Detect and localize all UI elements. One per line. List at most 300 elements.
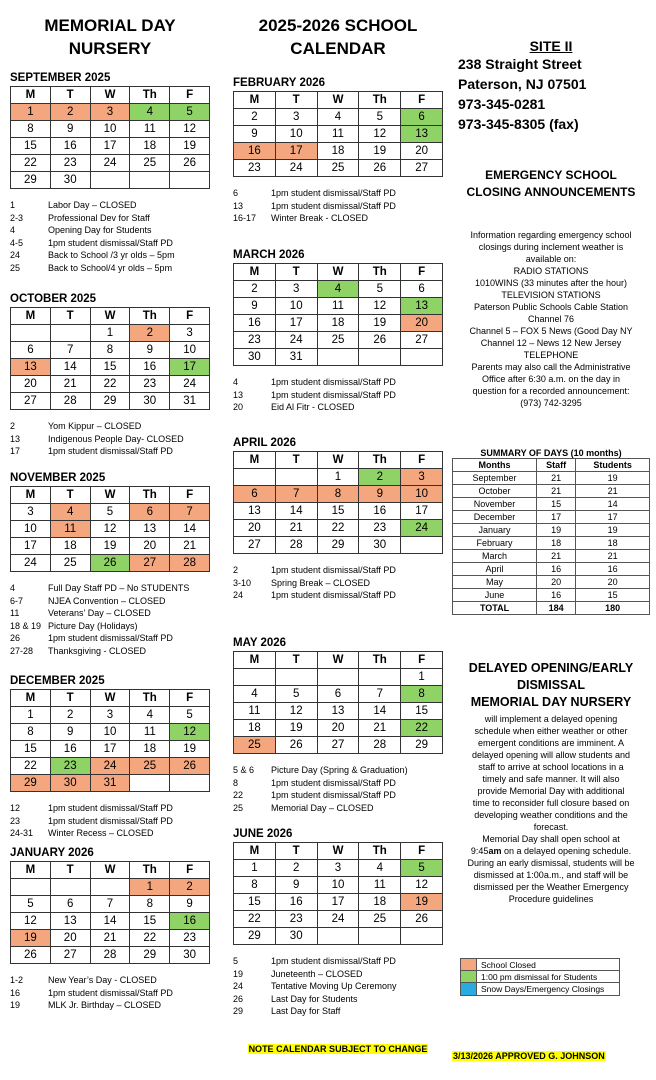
note-text: NOTE CALENDAR SUBJECT TO CHANGE [248, 1044, 428, 1054]
event-item [10, 445, 210, 458]
day-cell [234, 469, 276, 486]
delayed-line: forecast. [533, 822, 569, 832]
day-cell [90, 879, 130, 896]
month-grid [233, 451, 443, 554]
day-cell: 9 [234, 298, 276, 315]
summary-cell: May [453, 576, 537, 589]
summary-cell: 21 [537, 485, 576, 498]
summary-header-row [453, 459, 650, 472]
weekday-header-row [11, 308, 210, 325]
weekday-label: Th [359, 452, 401, 469]
day-cell: 22 [11, 758, 51, 775]
weekday-label: M [11, 862, 51, 879]
day-cell: 8 [90, 342, 130, 359]
day-cell [359, 928, 401, 945]
week-row [11, 758, 210, 775]
day-cell: 18 [234, 720, 276, 737]
day-cell: 13 [50, 913, 90, 930]
day-cell: 3 [275, 281, 317, 298]
weekday-label: M [234, 452, 276, 469]
delayed-line: 9:45am on a delayed opening schedule. [470, 846, 632, 856]
emergency-line: Parents may also call the Administrative [471, 362, 631, 372]
day-cell: 13 [317, 703, 359, 720]
day-cell: 31 [90, 775, 130, 792]
event-text: 1pm student dismissal/Staff PD [271, 188, 396, 198]
event-date: 24 [10, 250, 21, 260]
event-date: 16-17 [233, 213, 257, 223]
day-cell [359, 349, 401, 366]
month-name: JUNE 2026 [233, 828, 293, 840]
legend-swatch [461, 983, 477, 995]
day-cell: 22 [90, 376, 130, 393]
month-grid [10, 86, 210, 189]
event-date: 25 [10, 262, 21, 273]
day-cell: 23 [50, 758, 90, 775]
emergency-line: Channel 76 [527, 314, 575, 324]
summary-cell: November [453, 498, 537, 511]
weekday-label: W [90, 87, 130, 104]
event-text: Winter Recess – CLOSED [48, 828, 154, 838]
summary-of-days [452, 448, 650, 615]
summary-cell: 19 [576, 524, 650, 537]
delayed-text [452, 713, 650, 905]
week-row [11, 172, 210, 189]
event-item [10, 212, 210, 225]
summary-row [453, 537, 650, 550]
delayed-line: schedule when either weather or other [474, 726, 628, 736]
event-item [10, 974, 210, 987]
event-date: 1-2 [10, 975, 24, 985]
day-cell [170, 775, 210, 792]
weekday-header-row [234, 652, 443, 669]
day-cell [317, 669, 359, 686]
weekday-label: F [401, 264, 443, 281]
event-item [233, 200, 443, 213]
day-cell: 13 [401, 126, 443, 143]
event-text: Last Day for Staff [271, 1006, 341, 1016]
weekday-label: W [317, 652, 359, 669]
summary-header: Months [453, 459, 537, 472]
day-cell: 14 [275, 503, 317, 520]
month-feb [233, 77, 443, 225]
day-cell: 8 [317, 486, 359, 503]
day-cell: 24 [170, 376, 210, 393]
delayed-line: Procedure guidelines [508, 894, 594, 904]
day-cell: 10 [90, 724, 130, 741]
emergency-line: Information regarding emergency school [470, 230, 632, 240]
summary-row [453, 550, 650, 563]
delayed-line: provide Memorial Day with additional [477, 786, 625, 796]
day-cell: 21 [170, 538, 210, 555]
month-name: FEBRUARY 2026 [233, 77, 326, 89]
summary-cell: March [453, 550, 537, 563]
day-cell [50, 879, 90, 896]
event-item [233, 968, 443, 981]
summary-total-row [453, 602, 650, 615]
day-cell: 1 [11, 104, 51, 121]
weekday-label: T [275, 843, 317, 860]
month-name: JANUARY 2026 [10, 847, 94, 859]
day-cell: 18 [130, 741, 170, 758]
weekday-header-row [11, 487, 210, 504]
day-cell: 23 [130, 376, 170, 393]
day-cell: 21 [50, 376, 90, 393]
event-item [233, 376, 443, 389]
event-date: 4-5 [10, 237, 24, 248]
event-date: 2 [10, 421, 16, 431]
day-cell: 7 [50, 342, 90, 359]
day-cell: 18 [317, 143, 359, 160]
week-row [11, 359, 210, 376]
day-cell: 15 [11, 741, 51, 758]
events-list [233, 955, 443, 1018]
day-cell: 3 [317, 860, 359, 877]
day-cell: 2 [359, 469, 401, 486]
day-cell: 19 [170, 741, 210, 758]
day-cell: 15 [90, 359, 130, 376]
summary-cell: December [453, 511, 537, 524]
day-cell: 1 [234, 860, 276, 877]
week-row [234, 911, 443, 928]
week-row [11, 521, 210, 538]
day-cell: 18 [317, 315, 359, 332]
site-address [452, 54, 650, 134]
week-row [11, 775, 210, 792]
summary-cell: 18 [537, 537, 576, 550]
day-cell: 9 [130, 342, 170, 359]
event-text: Thanksgiving - CLOSED [48, 645, 147, 656]
day-cell: 27 [130, 555, 170, 572]
day-cell: 29 [11, 172, 51, 189]
weekday-header-row [234, 92, 443, 109]
events-list [233, 764, 443, 814]
day-cell: 14 [50, 359, 90, 376]
site-info [452, 38, 650, 134]
event-text: Labor Day – CLOSED [48, 200, 137, 210]
day-cell: 2 [170, 879, 210, 896]
day-cell: 20 [317, 720, 359, 737]
day-cell: 4 [359, 860, 401, 877]
month-name: MARCH 2026 [233, 249, 305, 261]
event-item [10, 999, 210, 1012]
summary-cell: 20 [537, 576, 576, 589]
week-row [234, 143, 443, 160]
event-date: 26 [10, 633, 21, 643]
legend-row [461, 959, 619, 971]
day-cell: 11 [359, 877, 401, 894]
delayed-line: During an early dismissal, students will be [467, 858, 635, 868]
weekday-label: T [275, 652, 317, 669]
weekday-label: W [90, 862, 130, 879]
day-cell: 17 [11, 538, 51, 555]
day-cell: 28 [50, 393, 90, 410]
weekday-label: Th [130, 487, 170, 504]
footer-note [233, 1039, 443, 1057]
summary-row [453, 524, 650, 537]
week-row [11, 741, 210, 758]
event-date: 22 [233, 790, 244, 800]
week-row [234, 520, 443, 537]
emergency-line: available on: [525, 254, 577, 264]
day-cell: 29 [401, 737, 443, 754]
event-text: Veterans’ Day – CLOSED [48, 608, 151, 618]
weekday-label: Th [359, 264, 401, 281]
day-cell [401, 537, 443, 554]
event-date: 17 [10, 446, 21, 456]
day-cell: 17 [275, 143, 317, 160]
event-text: 1pm student dismissal/Staff PD [271, 790, 396, 800]
weekday-label: M [11, 487, 51, 504]
day-cell: 5 [11, 896, 51, 913]
event-item [233, 955, 443, 968]
day-cell: 16 [234, 315, 276, 332]
event-date: 13 [10, 433, 21, 444]
day-cell: 24 [11, 555, 51, 572]
emergency-line: Channel 5 – FOX 5 News (Good Day NY [469, 326, 633, 336]
site-line: 973-345-8305 (fax) [458, 116, 579, 132]
month-name: SEPTEMBER 2025 [10, 72, 111, 84]
day-cell: 5 [359, 109, 401, 126]
event-text: Picture Day (Spring & Graduation) [271, 765, 408, 775]
event-item [10, 632, 210, 645]
summary-row [453, 589, 650, 602]
day-cell: 12 [359, 126, 401, 143]
day-cell [11, 325, 51, 342]
day-cell: 10 [170, 342, 210, 359]
day-cell: 3 [170, 325, 210, 342]
week-row [11, 538, 210, 555]
summary-cell: 16 [537, 563, 576, 576]
week-row [234, 703, 443, 720]
event-date: 2 [233, 565, 239, 575]
day-cell: 24 [90, 758, 130, 775]
week-row [11, 896, 210, 913]
delayed-line: timely and safe manner. It will also [482, 774, 620, 784]
summary-total-cell: 180 [576, 602, 650, 615]
summary-row [453, 498, 650, 511]
event-item [10, 827, 210, 840]
events-list [10, 974, 210, 1012]
week-row [234, 349, 443, 366]
summary-cell: 15 [576, 589, 650, 602]
delayed-line: staff to arrive at school locations in a [478, 762, 624, 772]
day-cell: 28 [359, 737, 401, 754]
day-cell: 20 [50, 930, 90, 947]
event-text: 1pm student dismissal/Staff PD [271, 565, 396, 575]
summary-total-cell: 184 [537, 602, 576, 615]
week-row [11, 104, 210, 121]
event-item [10, 645, 210, 658]
day-cell: 21 [275, 520, 317, 537]
month-grid [233, 263, 443, 366]
day-cell: 3 [401, 469, 443, 486]
delayed-title: DELAYED OPENING/EARLY DISMISSAL MEMORIAL DAY NURSERY [468, 661, 634, 709]
summary-row [453, 576, 650, 589]
event-date: 13 [233, 200, 244, 211]
day-cell: 28 [275, 537, 317, 554]
event-item [233, 789, 443, 802]
day-cell: 3 [90, 104, 130, 121]
day-cell: 12 [359, 298, 401, 315]
summary-cell: October [453, 485, 537, 498]
day-cell: 27 [317, 737, 359, 754]
weekday-label: M [11, 690, 51, 707]
week-row [234, 109, 443, 126]
event-text: Spring Break – CLOSED [271, 577, 371, 588]
day-cell: 1 [401, 669, 443, 686]
day-cell: 29 [234, 928, 276, 945]
day-cell: 17 [317, 894, 359, 911]
day-cell: 30 [130, 393, 170, 410]
event-item [10, 595, 210, 608]
event-item [10, 249, 210, 262]
summary-table [452, 458, 650, 615]
day-cell [234, 669, 276, 686]
event-item [10, 815, 210, 828]
day-cell: 18 [50, 538, 90, 555]
day-cell: 30 [234, 349, 276, 366]
day-cell: 1 [11, 707, 51, 724]
event-date: 19 [10, 1000, 21, 1010]
weekday-label: W [317, 452, 359, 469]
event-text: Eid Al Fitr - CLOSED [271, 402, 355, 412]
day-cell: 25 [359, 911, 401, 928]
events-list [10, 802, 210, 840]
day-cell: 22 [11, 155, 51, 172]
day-cell: 16 [275, 894, 317, 911]
delayed-line: emergent conditions are imminent. A [477, 738, 625, 748]
event-text: 1pm student dismissal/Staff PD [48, 815, 173, 826]
events-list [10, 199, 210, 274]
day-cell: 3 [11, 504, 51, 521]
day-cell: 28 [90, 947, 130, 964]
week-row [234, 737, 443, 754]
week-row [11, 724, 210, 741]
emergency-line: closings during inclement weather is [478, 242, 624, 252]
day-cell: 30 [50, 775, 90, 792]
event-date: 6 [233, 188, 239, 198]
day-cell: 22 [130, 930, 170, 947]
week-row [11, 121, 210, 138]
event-item [10, 620, 210, 633]
events-list [233, 187, 443, 225]
day-cell: 23 [234, 160, 276, 177]
day-cell [401, 349, 443, 366]
site-line: 238 Straight Street [458, 56, 582, 72]
weekday-label: W [90, 690, 130, 707]
month-grid [10, 689, 210, 792]
day-cell: 4 [317, 281, 359, 298]
summary-cell: 21 [537, 550, 576, 563]
summary-total-cell: TOTAL [453, 602, 537, 615]
summary-cell: 16 [537, 589, 576, 602]
weekday-label: T [50, 487, 90, 504]
weekday-header-row [11, 690, 210, 707]
summary-header: Staff [537, 459, 576, 472]
day-cell: 5 [359, 281, 401, 298]
day-cell: 25 [317, 332, 359, 349]
summary-cell: 18 [576, 537, 650, 550]
events-list [233, 564, 443, 602]
summary-title: SUMMARY OF DAYS (10 months) [480, 448, 622, 458]
event-text: Picture Day (Holidays) [48, 620, 138, 631]
day-cell: 5 [90, 504, 130, 521]
weekday-header-row [234, 452, 443, 469]
legend-row [461, 983, 619, 995]
event-date: 4 [233, 377, 239, 387]
weekday-label: Th [359, 92, 401, 109]
day-cell: 24 [401, 520, 443, 537]
day-cell: 5 [401, 860, 443, 877]
event-item [233, 980, 443, 993]
day-cell: 4 [50, 504, 90, 521]
day-cell: 23 [275, 911, 317, 928]
day-cell: 11 [50, 521, 90, 538]
day-cell: 11 [130, 121, 170, 138]
event-item [233, 389, 443, 402]
day-cell: 1 [90, 325, 130, 342]
week-row [234, 669, 443, 686]
day-cell: 13 [11, 359, 51, 376]
day-cell: 27 [50, 947, 90, 964]
calendar-title: 2025-2026 SCHOOL CALENDAR [258, 16, 418, 58]
day-cell: 7 [359, 686, 401, 703]
month-may [233, 637, 443, 814]
site-line: 973-345-0281 [458, 96, 546, 112]
day-cell: 5 [170, 104, 210, 121]
week-row [234, 332, 443, 349]
week-row [234, 281, 443, 298]
weekday-label: T [50, 87, 90, 104]
delayed-line: dismissed per the Weather Emergency [473, 882, 629, 892]
day-cell: 21 [90, 930, 130, 947]
day-cell: 19 [359, 143, 401, 160]
weekday-label: Th [130, 87, 170, 104]
day-cell: 12 [11, 913, 51, 930]
month-grid [10, 486, 210, 572]
day-cell: 26 [359, 160, 401, 177]
day-cell: 23 [50, 155, 90, 172]
summary-cell: 20 [576, 576, 650, 589]
event-date: 13 [233, 389, 244, 400]
day-cell: 13 [234, 503, 276, 520]
weekday-label: T [50, 690, 90, 707]
day-cell: 9 [275, 877, 317, 894]
event-item [233, 993, 443, 1006]
day-cell: 16 [130, 359, 170, 376]
day-cell: 9 [359, 486, 401, 503]
weekday-label: F [170, 308, 210, 325]
event-date: 23 [10, 815, 21, 826]
day-cell: 19 [90, 538, 130, 555]
day-cell: 29 [90, 393, 130, 410]
day-cell: 6 [234, 486, 276, 503]
weekday-label: M [11, 87, 51, 104]
event-date: 1 [10, 200, 16, 210]
weekday-label: Th [130, 690, 170, 707]
day-cell: 11 [317, 298, 359, 315]
event-item [10, 987, 210, 1000]
day-cell: 27 [401, 332, 443, 349]
day-cell: 4 [130, 707, 170, 724]
week-row [234, 315, 443, 332]
emergency-line: TELEPHONE [523, 350, 579, 360]
month-name: DECEMBER 2025 [10, 675, 105, 687]
event-text: 1pm student dismissal/Staff PD [271, 590, 396, 600]
day-cell: 2 [234, 281, 276, 298]
day-cell: 19 [170, 138, 210, 155]
day-cell: 8 [130, 896, 170, 913]
